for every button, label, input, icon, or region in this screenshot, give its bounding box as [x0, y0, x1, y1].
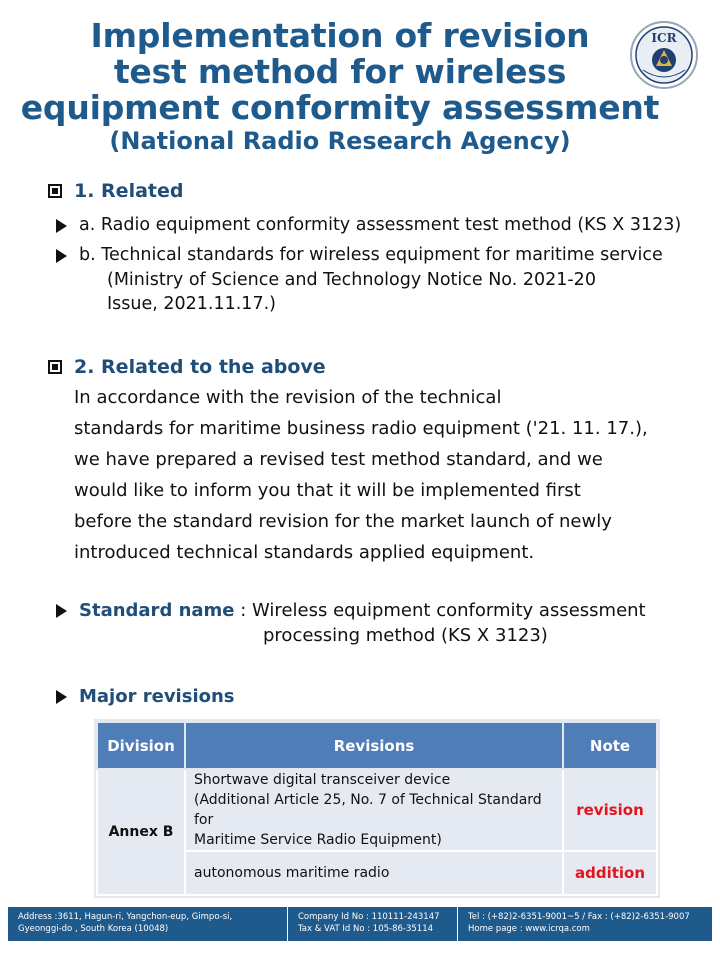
major-revisions-label: Major revisions [79, 686, 235, 707]
list-item-text: a. Radio equipment conformity assessment test method (KS X 3123) [79, 215, 682, 235]
standard-name-separator: : [234, 600, 253, 621]
revision-cell [185, 769, 563, 851]
list-item-text: b. Technical standards for wireless equipment for maritime service [79, 245, 663, 265]
title-line: Implementation of revision [90, 16, 590, 55]
paragraph-line: would like to inform you that it will be implemented first [74, 480, 581, 501]
paragraph-line: before the standard revision for the market launch of newly [74, 511, 612, 532]
footer-line: Address :3611, Hagun-ri, Yangchon-eup, Gimpo-si, [18, 912, 233, 922]
title-line: test method for wireless [113, 52, 567, 91]
page-title [20, 18, 660, 156]
logo-text: ICR [651, 31, 677, 45]
revision-cell [185, 851, 563, 895]
title-line: equipment conformity assessment [20, 88, 660, 127]
header-note: Note [563, 722, 657, 769]
section-heading-related [48, 180, 183, 202]
revision-line: autonomous maritime radio [194, 865, 390, 881]
footer-line: Tel : (+82)2-6351-9001~5 / Fax : (+82)2-6351-9007 [468, 912, 690, 922]
paragraph-line: In accordance with the revision of the technical [74, 387, 502, 408]
list-item [56, 213, 681, 238]
triangle-bullet-icon [56, 604, 67, 618]
footer-line: Tax & VAT Id No : 105-86-35114 [298, 924, 434, 934]
footer-address [8, 907, 288, 941]
list-item-continuation: Issue, 2021.11.17.) [107, 294, 276, 314]
section-heading-related-above [48, 356, 326, 378]
revisions-table [96, 721, 658, 896]
page-subtitle: (National Radio Research Agency) [109, 127, 571, 155]
note-cell: addition [563, 851, 657, 895]
section-heading-text: 1. Related [74, 180, 184, 202]
standard-name-value: Wireless equipment conformity assessment [252, 600, 646, 621]
revision-line: Shortwave digital transceiver device [194, 772, 451, 788]
note-cell: revision [563, 769, 657, 851]
section-heading-text: 2. Related to the above [74, 356, 326, 378]
list-item-continuation: (Ministry of Science and Technology Notice No. 2021-20 [107, 270, 596, 290]
header-division: Division [97, 722, 185, 769]
triangle-bullet-icon [56, 249, 67, 263]
revision-line: Maritime Service Radio Equipment) [194, 832, 442, 848]
triangle-bullet-icon [56, 690, 67, 704]
major-revisions-row [56, 684, 235, 709]
table-row [97, 769, 657, 851]
paragraph-line: standards for maritime business radio equipment ('21. 11. 17.), [74, 418, 648, 439]
division-cell: Annex B [97, 769, 185, 895]
checkbox-square-icon [48, 360, 62, 374]
list-item [56, 243, 663, 268]
standard-name-row [56, 598, 646, 623]
footer-line: Company Id No : 110111-243147 [298, 912, 440, 922]
table-header-row [97, 722, 657, 769]
standard-name-label: Standard name [79, 600, 235, 621]
triangle-bullet-icon [56, 219, 67, 233]
footer-line: Gyeonggi-do , South Korea (10048) [18, 924, 169, 934]
body-paragraph [74, 382, 704, 568]
revision-line: (Additional Article 25, No. 7 of Technical Standard for [194, 792, 542, 828]
checkbox-square-icon [48, 184, 62, 198]
footer-company-ids [288, 907, 458, 941]
standard-name-value-continuation: processing method (KS X 3123) [263, 625, 548, 646]
header-revisions: Revisions [185, 722, 563, 769]
footer-line: Home page : www.icrqa.com [468, 924, 590, 934]
paragraph-line: introduced technical standards applied equipment. [74, 542, 535, 563]
footer-bar [8, 907, 712, 941]
paragraph-line: we have prepared a revised test method standard, and we [74, 449, 603, 470]
icr-seal-icon [629, 20, 699, 90]
footer-contact [458, 907, 712, 941]
